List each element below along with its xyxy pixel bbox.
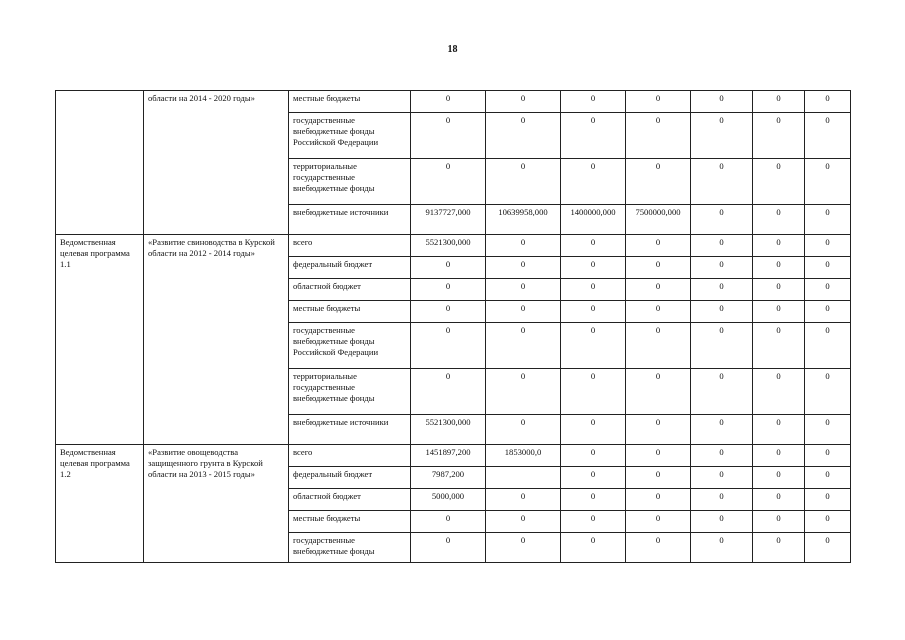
- year-value-cell: 0: [691, 323, 753, 369]
- year-value-cell: 0: [805, 415, 851, 445]
- year-value-cell: 0: [691, 113, 753, 159]
- year-value-cell: 0: [805, 235, 851, 257]
- funding-source-cell: местные бюджеты: [289, 91, 411, 113]
- year-value-cell: 0: [805, 257, 851, 279]
- year-value-cell: 0: [753, 445, 805, 467]
- year-value-cell: 0: [691, 205, 753, 235]
- funding-source-cell: государственные внебюджетные фонды: [289, 533, 411, 563]
- year-value-cell: 0: [753, 301, 805, 323]
- year-value-cell: 0: [753, 489, 805, 511]
- year-value-cell: 0: [626, 301, 691, 323]
- year-value-cell: 10639958,000: [486, 205, 561, 235]
- year-value-cell: 0: [411, 301, 486, 323]
- funding-source-cell: всего: [289, 235, 411, 257]
- year-value-cell: 0: [561, 159, 626, 205]
- program-name-cell: области на 2014 - 2020 годы»: [144, 91, 289, 235]
- year-value-cell: 0: [753, 235, 805, 257]
- year-value-cell: 0: [626, 323, 691, 369]
- funding-source-cell: государственные внебюджетные фонды Российской Федерации: [289, 323, 411, 369]
- funding-source-cell: местные бюджеты: [289, 301, 411, 323]
- year-value-cell: 0: [691, 533, 753, 563]
- funding-source-cell: федеральный бюджет: [289, 257, 411, 279]
- year-value-cell: 0: [691, 445, 753, 467]
- year-value-cell: 0: [486, 533, 561, 563]
- year-value-cell: 0: [561, 257, 626, 279]
- year-value-cell: 0: [561, 323, 626, 369]
- year-value-cell: 0: [411, 323, 486, 369]
- year-value-cell: 1853000,0: [486, 445, 561, 467]
- funding-source-cell: местные бюджеты: [289, 511, 411, 533]
- year-value-cell: 0: [805, 489, 851, 511]
- year-value-cell: 0: [805, 205, 851, 235]
- year-value-cell: 1400000,000: [561, 205, 626, 235]
- program-name-cell: «Развитие свиноводства в Курской области на 2012 - 2014 годы»: [144, 235, 289, 445]
- year-value-cell: 0: [486, 415, 561, 445]
- year-value-cell: 0: [626, 235, 691, 257]
- funding-source-cell: территориальные государственные внебюджетные фонды: [289, 369, 411, 415]
- year-value-cell: 0: [561, 369, 626, 415]
- year-value-cell: 0: [626, 415, 691, 445]
- year-value-cell: 0: [753, 257, 805, 279]
- year-value-cell: 0: [691, 489, 753, 511]
- year-value-cell: 1451897,200: [411, 445, 486, 467]
- year-value-cell: 0: [691, 279, 753, 301]
- funding-source-cell: областной бюджет: [289, 279, 411, 301]
- year-value-cell: 0: [691, 415, 753, 445]
- year-value-cell: 0: [691, 159, 753, 205]
- year-value-cell: 0: [805, 511, 851, 533]
- year-value-cell: 0: [753, 159, 805, 205]
- funding-table: [55, 90, 851, 563]
- year-value-cell: 0: [486, 113, 561, 159]
- year-value-cell: 0: [805, 279, 851, 301]
- year-value-cell: 0: [411, 533, 486, 563]
- year-value-cell: 5000,000: [411, 489, 486, 511]
- year-value-cell: 0: [411, 91, 486, 113]
- year-value-cell: 0: [753, 415, 805, 445]
- year-value-cell: 0: [411, 511, 486, 533]
- funding-source-cell: внебюджетные источники: [289, 205, 411, 235]
- year-value-cell: 0: [753, 113, 805, 159]
- program-name-cell: «Развитие овощеводства защищенного грунта в Курской области на 2013 - 2015 годы»: [144, 445, 289, 563]
- year-value-cell: 0: [561, 467, 626, 489]
- year-value-cell: 0: [411, 369, 486, 415]
- year-value-cell: 0: [561, 235, 626, 257]
- year-value-cell: 0: [805, 301, 851, 323]
- year-value-cell: 0: [561, 533, 626, 563]
- year-value-cell: 0: [805, 445, 851, 467]
- year-value-cell: 0: [805, 113, 851, 159]
- table-row: [56, 91, 851, 113]
- year-value-cell: 0: [691, 235, 753, 257]
- year-value-cell: 0: [753, 279, 805, 301]
- year-value-cell: 0: [486, 257, 561, 279]
- year-value-cell: 0: [486, 489, 561, 511]
- program-type-cell: Ведомственная целевая программа 1.1: [56, 235, 144, 445]
- year-value-cell: 0: [691, 369, 753, 415]
- year-value-cell: 0: [561, 91, 626, 113]
- year-value-cell: 0: [411, 113, 486, 159]
- program-type-cell: Ведомственная целевая программа 1.2: [56, 445, 144, 563]
- year-value-cell: 0: [561, 113, 626, 159]
- year-value-cell: 0: [753, 467, 805, 489]
- year-value-cell: 0: [805, 533, 851, 563]
- table-row: [56, 235, 851, 257]
- year-value-cell: 0: [561, 415, 626, 445]
- year-value-cell: 0: [753, 511, 805, 533]
- year-value-cell: 0: [486, 369, 561, 415]
- year-value-cell: 0: [561, 445, 626, 467]
- year-value-cell: 0: [691, 467, 753, 489]
- year-value-cell: 0: [691, 301, 753, 323]
- funding-source-cell: областной бюджет: [289, 489, 411, 511]
- year-value-cell: 0: [753, 369, 805, 415]
- year-value-cell: 0: [486, 91, 561, 113]
- year-value-cell: 0: [626, 257, 691, 279]
- year-value-cell: 0: [753, 323, 805, 369]
- year-value-cell: 0: [805, 467, 851, 489]
- year-value-cell: 0: [805, 369, 851, 415]
- year-value-cell: 0: [486, 279, 561, 301]
- page-number: 18: [447, 44, 458, 55]
- year-value-cell: 0: [805, 91, 851, 113]
- year-value-cell: 0: [753, 205, 805, 235]
- year-value-cell: 0: [626, 91, 691, 113]
- year-value-cell: 0: [805, 323, 851, 369]
- year-value-cell: 0: [626, 511, 691, 533]
- year-value-cell: 0: [411, 279, 486, 301]
- year-value-cell: 0: [626, 445, 691, 467]
- year-value-cell: 0: [691, 511, 753, 533]
- year-value-cell: 0: [486, 323, 561, 369]
- funding-source-cell: внебюджетные источники: [289, 415, 411, 445]
- funding-source-cell: государственные внебюджетные фонды Российской Федерации: [289, 113, 411, 159]
- year-value-cell: 0: [626, 113, 691, 159]
- table-row: [56, 445, 851, 467]
- year-value-cell: 0: [411, 159, 486, 205]
- year-value-cell: 0: [805, 159, 851, 205]
- year-value-cell: 0: [561, 489, 626, 511]
- year-value-cell: 0: [626, 159, 691, 205]
- year-value-cell: 0: [691, 91, 753, 113]
- year-value-cell: 0: [626, 533, 691, 563]
- funding-source-cell: территориальные государственные внебюджетные фонды: [289, 159, 411, 205]
- year-value-cell: 5521300,000: [411, 235, 486, 257]
- year-value-cell: 7500000,000: [626, 205, 691, 235]
- year-value-cell: 0: [561, 511, 626, 533]
- year-value-cell: 0: [486, 301, 561, 323]
- year-value-cell: 5521300,000: [411, 415, 486, 445]
- year-value-cell: 0: [753, 91, 805, 113]
- year-value-cell: 0: [626, 467, 691, 489]
- year-value-cell: 0: [486, 511, 561, 533]
- year-value-cell: [486, 467, 561, 489]
- year-value-cell: 0: [691, 257, 753, 279]
- year-value-cell: 0: [753, 533, 805, 563]
- funding-source-cell: всего: [289, 445, 411, 467]
- year-value-cell: 7987,200: [411, 467, 486, 489]
- year-value-cell: 0: [626, 369, 691, 415]
- year-value-cell: 9137727,000: [411, 205, 486, 235]
- year-value-cell: 0: [486, 159, 561, 205]
- funding-source-cell: федеральный бюджет: [289, 467, 411, 489]
- program-type-cell: [56, 91, 144, 235]
- year-value-cell: 0: [561, 301, 626, 323]
- year-value-cell: 0: [561, 279, 626, 301]
- year-value-cell: 0: [626, 489, 691, 511]
- year-value-cell: 0: [626, 279, 691, 301]
- year-value-cell: 0: [411, 257, 486, 279]
- year-value-cell: 0: [486, 235, 561, 257]
